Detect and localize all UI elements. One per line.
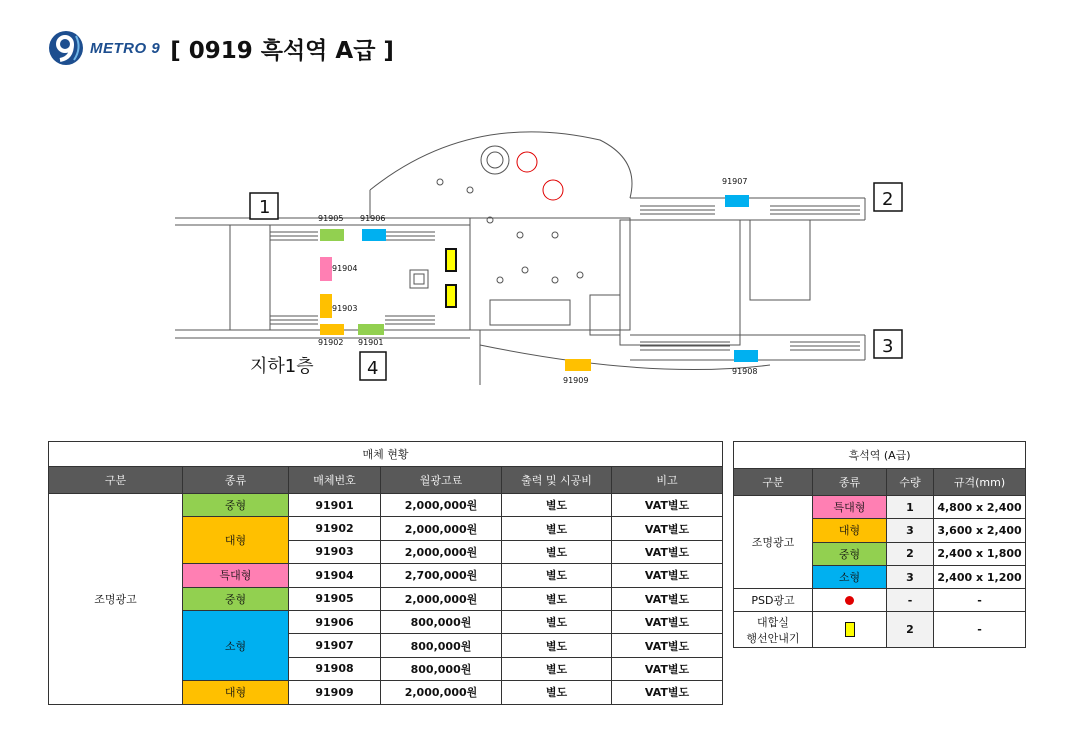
category-line: 행선안내기 <box>746 631 800 645</box>
category-cell: PSD광고 <box>734 589 813 612</box>
ad-panel-91904 <box>320 257 332 281</box>
size-cell: 3,600 x 2,400 <box>934 519 1026 542</box>
ad-code-label: 91908 <box>732 367 758 376</box>
guide-board <box>446 285 456 307</box>
size-cell: - <box>934 589 1026 612</box>
station-floor-map <box>170 120 910 400</box>
qty-cell: 2 <box>887 612 934 648</box>
fee-cell: 2,000,000원 <box>381 494 502 517</box>
ad-code-label: 91907 <box>722 177 748 186</box>
note-cell: VAT별도 <box>612 657 723 680</box>
fee-cell: 2,000,000원 <box>381 540 502 563</box>
column-header: 종류 <box>183 467 289 494</box>
summary-header-row <box>734 469 1026 496</box>
ad-panel-91906 <box>362 229 386 241</box>
exit-number-2: 2 <box>882 189 894 210</box>
column-header: 구분 <box>734 469 813 496</box>
note-cell: VAT별도 <box>612 494 723 517</box>
type-cell: 특대형 <box>183 564 289 587</box>
type-cell <box>813 612 887 648</box>
note-cell: VAT별도 <box>612 610 723 633</box>
qty-cell: 3 <box>887 565 934 588</box>
install-cell: 별도 <box>502 587 612 610</box>
code-cell: 91909 <box>289 681 381 704</box>
table-row <box>734 589 1026 612</box>
page-title: [ 0919 흑석역 A급 ] <box>170 37 394 64</box>
install-cell: 별도 <box>502 494 612 517</box>
code-cell: 91907 <box>289 634 381 657</box>
ad-code-label: 91906 <box>360 214 386 223</box>
table-row <box>734 612 1026 648</box>
ad-panel-91907 <box>725 195 749 207</box>
type-cell: 소형 <box>183 610 289 680</box>
code-cell: 91904 <box>289 564 381 587</box>
type-cell: 중형 <box>183 587 289 610</box>
summary-table <box>733 441 1026 648</box>
column-header: 매체번호 <box>289 467 381 494</box>
ad-code-label: 91904 <box>332 264 358 273</box>
floor-label: 지하1층 <box>250 356 314 377</box>
install-cell: 별도 <box>502 681 612 704</box>
note-cell: VAT별도 <box>612 517 723 540</box>
psd-dot-icon <box>845 596 854 605</box>
floor-plan-drawing <box>170 120 910 400</box>
category-cell: 조명광고 <box>734 496 813 589</box>
type-cell: 특대형 <box>813 496 887 519</box>
type-cell: 대형 <box>183 517 289 564</box>
qty-cell: 1 <box>887 496 934 519</box>
type-cell: 중형 <box>183 494 289 517</box>
column-header: 수량 <box>887 469 934 496</box>
category-cell <box>734 612 813 648</box>
exit-number-4: 4 <box>367 358 379 379</box>
type-cell: 중형 <box>813 542 887 565</box>
column-header: 비고 <box>612 467 723 494</box>
fee-cell: 2,000,000원 <box>381 681 502 704</box>
code-cell: 91903 <box>289 540 381 563</box>
code-cell: 91908 <box>289 657 381 680</box>
ad-panel-91903 <box>320 294 332 318</box>
column-header: 종류 <box>813 469 887 496</box>
install-cell: 별도 <box>502 564 612 587</box>
table-row <box>49 494 723 517</box>
ad-panel-91902 <box>320 324 344 335</box>
install-cell: 별도 <box>502 540 612 563</box>
ad-code-label: 91903 <box>332 304 358 313</box>
note-cell: VAT별도 <box>612 681 723 704</box>
size-cell: 4,800 x 2,400 <box>934 496 1026 519</box>
column-header: 월광고료 <box>381 467 502 494</box>
fee-cell: 2,000,000원 <box>381 587 502 610</box>
note-cell: VAT별도 <box>612 634 723 657</box>
qty-cell: 2 <box>887 542 934 565</box>
install-cell: 별도 <box>502 610 612 633</box>
category-line: 대합실 <box>757 615 789 629</box>
logo-text: METRO 9 <box>90 39 161 57</box>
column-header: 출력 및 시공비 <box>502 467 612 494</box>
size-cell: 2,400 x 1,800 <box>934 542 1026 565</box>
ad-panel-91908 <box>734 350 758 362</box>
media-table-caption: 매체 현황 <box>49 442 723 467</box>
code-cell: 91902 <box>289 517 381 540</box>
exit-number-1: 1 <box>259 197 271 218</box>
note-cell: VAT별도 <box>612 540 723 563</box>
page-header <box>48 30 394 66</box>
guide-board-icon <box>845 622 855 637</box>
type-cell <box>813 589 887 612</box>
type-cell: 대형 <box>183 681 289 704</box>
media-status-table <box>48 441 723 705</box>
install-cell: 별도 <box>502 517 612 540</box>
fee-cell: 800,000원 <box>381 610 502 633</box>
size-cell: 2,400 x 1,200 <box>934 565 1026 588</box>
guide-board <box>446 249 456 271</box>
media-table-header-row <box>49 467 723 494</box>
size-cell: - <box>934 612 1026 648</box>
install-cell: 별도 <box>502 657 612 680</box>
category-cell: 조명광고 <box>49 494 183 705</box>
exit-number-3: 3 <box>882 336 894 357</box>
type-cell: 소형 <box>813 565 887 588</box>
ad-code-label: 91901 <box>358 338 384 347</box>
fee-cell: 800,000원 <box>381 657 502 680</box>
ad-code-label: 91905 <box>318 214 344 223</box>
table-row <box>734 496 1026 519</box>
column-header: 구분 <box>49 467 183 494</box>
ad-code-label: 91909 <box>563 376 589 385</box>
ad-panel-91909 <box>565 359 591 371</box>
note-cell: VAT별도 <box>612 564 723 587</box>
install-cell: 별도 <box>502 634 612 657</box>
fee-cell: 2,000,000원 <box>381 517 502 540</box>
code-cell: 91905 <box>289 587 381 610</box>
metro9-logo-icon <box>48 30 84 66</box>
ad-code-label: 91902 <box>318 338 344 347</box>
fee-cell: 800,000원 <box>381 634 502 657</box>
code-cell: 91901 <box>289 494 381 517</box>
qty-cell: 3 <box>887 519 934 542</box>
fee-cell: 2,700,000원 <box>381 564 502 587</box>
ad-panel-91905 <box>320 229 344 241</box>
note-cell: VAT별도 <box>612 587 723 610</box>
type-cell: 대형 <box>813 519 887 542</box>
ad-panel-91901 <box>358 324 384 335</box>
qty-cell: - <box>887 589 934 612</box>
code-cell: 91906 <box>289 610 381 633</box>
summary-table-caption: 흑석역 (A급) <box>734 442 1026 469</box>
column-header: 규격(mm) <box>934 469 1026 496</box>
